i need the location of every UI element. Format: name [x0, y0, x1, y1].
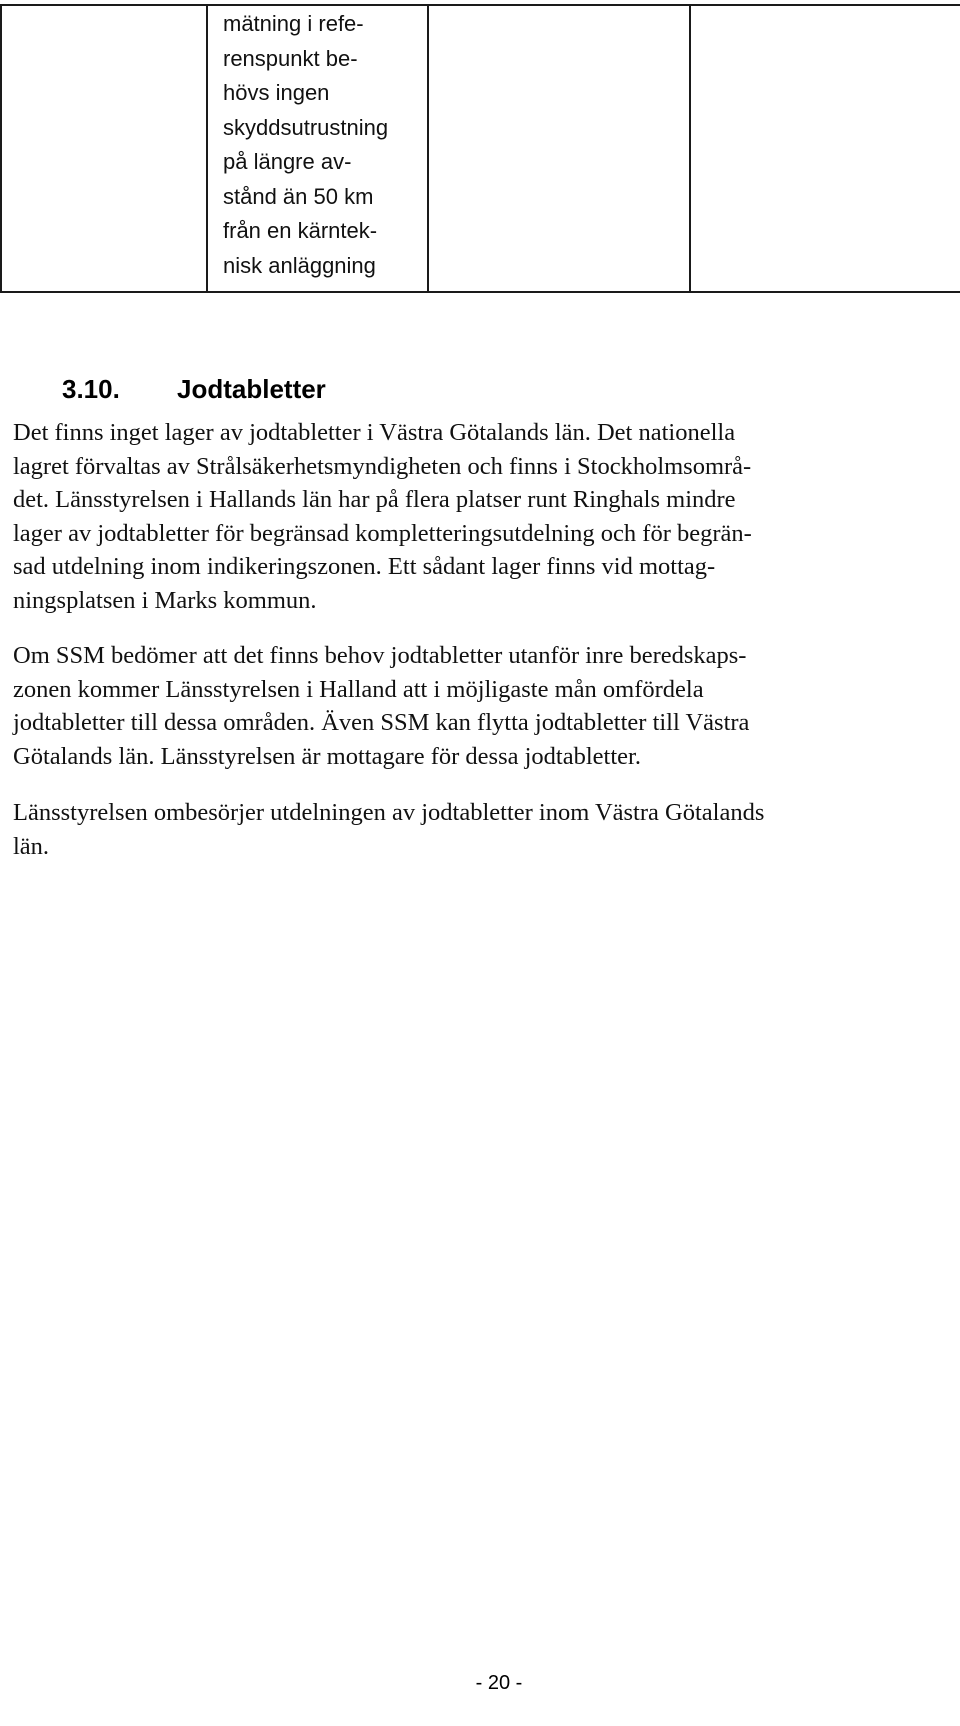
- paragraph-redistribution: Om SSM bedömer att det finns behov jodtabletter utanför inre beredskaps- zonen kommer Länsstyrelsen i Halland att i möjligaste mån omfördela jodtabletter till dessa områden. Även SSM kan flytta jodtabletter till Västra Götalands län. Länsstyrelsen är mottagare för dessa jodtabletter.: [13, 642, 750, 770]
- continued-table: [0, 4, 960, 293]
- table-row: [1, 5, 960, 292]
- table-cell-content: mätning i refe- renspunkt be- hövs ingen skyddsutrustning på längre av- stånd än 50 km från en kärntek- nisk anläggning: [223, 11, 389, 278]
- page-number: - 20 -: [475, 1672, 523, 1694]
- section-heading: [62, 372, 326, 406]
- table-cell-empty-1: [1, 5, 207, 292]
- section-title: Jodtabletter: [177, 374, 326, 404]
- paragraph-distribution-responsibility: Länsstyrelsen ombesörjer utdelningen av jodtabletter inom Västra Götalands län.: [13, 799, 765, 860]
- section-number: 3.10.: [62, 374, 120, 404]
- page-footer: [0, 1671, 960, 1695]
- paragraph-stock-location: Det finns inget lager av jodtabletter i Västra Götalands län. Det nationella lagret förvaltas av Strålsäkerhetsmyndigheten och finns i Stockholmsområ- det. Länsstyrelsen i Hallands län har på flera platser runt Ringhals mindre lager av jodtabletter för begränsad kompletteringsutdelning och för begrän- sad utdelning inom indikeringszonen. Ett sådant lager finns vid mottag- ningsplatsen i Marks kommun.: [13, 419, 752, 614]
- table-cell-empty-4: [690, 5, 960, 292]
- table-cell-text: [207, 5, 428, 292]
- table-cell-empty-3: [428, 5, 690, 292]
